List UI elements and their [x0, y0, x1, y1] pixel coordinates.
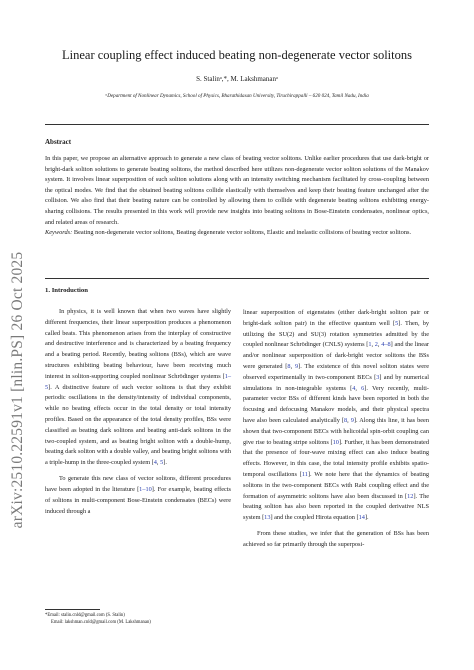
- footnote-email-2: Email: lakshman.cnld@gmail.com (M. Lakshmanan): [51, 620, 151, 625]
- text-run: ]. The beating soliton has also been reported in the coupled derivative NLS system [: [243, 492, 430, 522]
- citation-link[interactable]: 1–5: [45, 372, 231, 391]
- text-run: ,: [290, 362, 295, 370]
- author-list: S. Stalinᵃ,*, M. Lakshmananᵃ: [196, 75, 278, 83]
- citation-link[interactable]: 4: [352, 384, 356, 392]
- text-run: ] and the coupled Hirota equation [: [270, 514, 359, 522]
- citation-link[interactable]: 6: [361, 384, 365, 392]
- intro-paragraph-continued: [243, 308, 429, 524]
- arxiv-sidebar: [6, 190, 30, 590]
- citation-link[interactable]: 3: [376, 373, 380, 381]
- section-heading-introduction: 1. Introduction: [45, 287, 88, 294]
- text-run: To generate this new class of vector solitons, different procedures have been adopted in the literature [: [45, 475, 231, 494]
- text-run: ]. We note here that the dynamics of beating solitons in the two-component BECs with Rabi coupling effect and the formation of asymmetric solitons have also been discussed in [: [243, 470, 429, 500]
- abstract-heading: Abstract: [45, 138, 72, 146]
- citation-link[interactable]: 5: [160, 459, 164, 467]
- citation-link[interactable]: 5: [395, 319, 399, 327]
- citation-link[interactable]: 8: [287, 362, 291, 370]
- text-run: ].: [163, 459, 167, 467]
- text-run: ,: [156, 459, 161, 467]
- text-run: ] and by numerical simulations in non-integrable systems [: [243, 373, 429, 392]
- intro-paragraph-3: From these studies, we infer that the generation of BSs has been achieved so far primarily through the superposi-: [243, 530, 429, 549]
- arxiv-identifier: arXiv:2510.22591v1 [nlin.PS] 26 Oct 2025: [9, 251, 26, 529]
- footnote-rule: [45, 609, 100, 610]
- text-run: ,: [355, 384, 362, 392]
- paper-title: Linear coupling effect induced beating non-degenerate vector solitons: [62, 48, 412, 62]
- top-rule: [45, 124, 429, 125]
- text-run: ].: [364, 514, 369, 522]
- citation-link[interactable]: 8: [344, 416, 348, 424]
- text-run: ]. A distinctive feature of such vector solitons is that they exhibit periodic oscillations in the density/intensity of individual components, while no beating effects occur in the total density or total intensity profiles. Based on the appearance of the total density profiles, BSs were classified as beating dark solitons and beating anti-dark solitons in the two-coupled system, and as beating bright soliton with a double-hump, beating dark soliton with a double valley, and beating bright solitons with a triple-hump in the three-coupled system [: [45, 383, 231, 467]
- text-run: ]. Then, by utilizing the SU(2) and SU(3) rotation symmetries admitted by the coupled nonlinear Schrödinger (CNLS) systems [: [243, 319, 429, 349]
- citation-link[interactable]: 10: [332, 438, 339, 446]
- text-run: linear superposition of eigenstates (either dark-bright soliton pair or bright-dark soliton pair) in the effective quantum well [: [243, 309, 429, 327]
- keywords-text: Beating non-degenerate vector solitons, Beating degenerate vector solitons, Elastic and inelastic collisions of beating vector solitons.: [73, 229, 412, 237]
- citation-link[interactable]: 14: [358, 514, 365, 522]
- citation-link[interactable]: 9: [294, 362, 299, 370]
- abstract-text: In this paper, we propose an alternative approach to generate a new class of beating vector solitons. Unlike earlier procedures that use dark-bright or bright-dark soliton solutions to generate beating solitons, the method described here utilizes non-degenerate vector soliton solutions of the Manakov system. It involves linear superposition of such soliton solutions along with an intensity switching mechanism facilitated by cross-coupling between the optical modes. We find that the obtained beating solitons collide elastically with themselves and keep their beating feature unchanged after the collision. We also find that their beating nature can be controlled by allowing them to collide with degenerate beating solitons exhibiting energy-sharing collisions. The results presented in this work will provide new insights into beating solitons in Bose-Einstein condensates, nonlinear optics, and related areas of research.: [45, 155, 429, 226]
- text-run: ,: [347, 416, 351, 424]
- text-run: ]. Further, it has been demonstrated that the presence of four-wave mixing effect can also induce beating effects. However, in this case, the total intensity profile exhibits spatio-temporal oscillations [: [243, 438, 429, 478]
- citation-link[interactable]: 4–8: [381, 341, 391, 349]
- intro-paragraph-2: [45, 474, 231, 517]
- citation-link[interactable]: 4: [153, 459, 157, 467]
- abstract-body: [45, 154, 429, 239]
- right-column: [243, 308, 429, 551]
- citation-link[interactable]: 1–10: [139, 486, 152, 494]
- text-run: ]. Along this line, it has been shown that two-component BECs with helicoidal spin-orbit coupling can give rise to beating stripe solitons [: [243, 416, 429, 446]
- citation-link[interactable]: 9: [350, 416, 354, 424]
- text-run: ,: [371, 341, 375, 349]
- text-run: In physics, it is well known that when two waves have slightly different frequencies, their linear superposition produces a phenomenon called beats. This phenomenon arises from the interplay of constructive and destructive interference and is characterized by a beating frequency and a beating period. Recently, beating solitons (BSs), which are wave structures exhibiting beating behaviour, have been receiving much interest in soliton-supporting coupled nonlinear Schrödinger systems [: [45, 308, 231, 380]
- text-run: ,: [377, 341, 382, 349]
- citation-link[interactable]: 1: [368, 341, 372, 349]
- footnote-email-1: *Email: stalin.cnld@gmail.com (S. Stalin): [45, 613, 125, 618]
- keywords-label: Keywords:: [45, 229, 73, 237]
- text-run: ] and the linear and/or nonlinear superposition of dark-bright vector solitons the BSs were generated [: [243, 341, 429, 370]
- citation-link[interactable]: 2: [374, 341, 378, 349]
- affiliation: ᵃDepartment of Nonlinear Dynamics, School of Physics, Bharathidasan University, Tiruchirappalli – 620 024, Tamil Nadu, India: [105, 93, 369, 99]
- text-run: ]. For example, beating effects of solitons in multi-component Bose-Einstein condensates (BECs) were induced through a: [45, 486, 231, 515]
- citation-link[interactable]: 13: [264, 514, 271, 522]
- intro-paragraph-1: [45, 307, 231, 469]
- abstract-bottom-rule: [45, 278, 429, 279]
- left-column: [45, 307, 231, 518]
- text-run: ]. The existence of this novel soliton states were observed experimentally in two-component BECs [: [243, 362, 429, 381]
- citation-link[interactable]: 11: [301, 470, 308, 478]
- text-run: ]. Very recently, multi-parameter vector BSs of different kinds have been reported in both the focusing and defocusing Manakov models, and their physical spectra have also been calculated analytically [: [243, 384, 429, 424]
- citation-link[interactable]: 12: [407, 492, 414, 500]
